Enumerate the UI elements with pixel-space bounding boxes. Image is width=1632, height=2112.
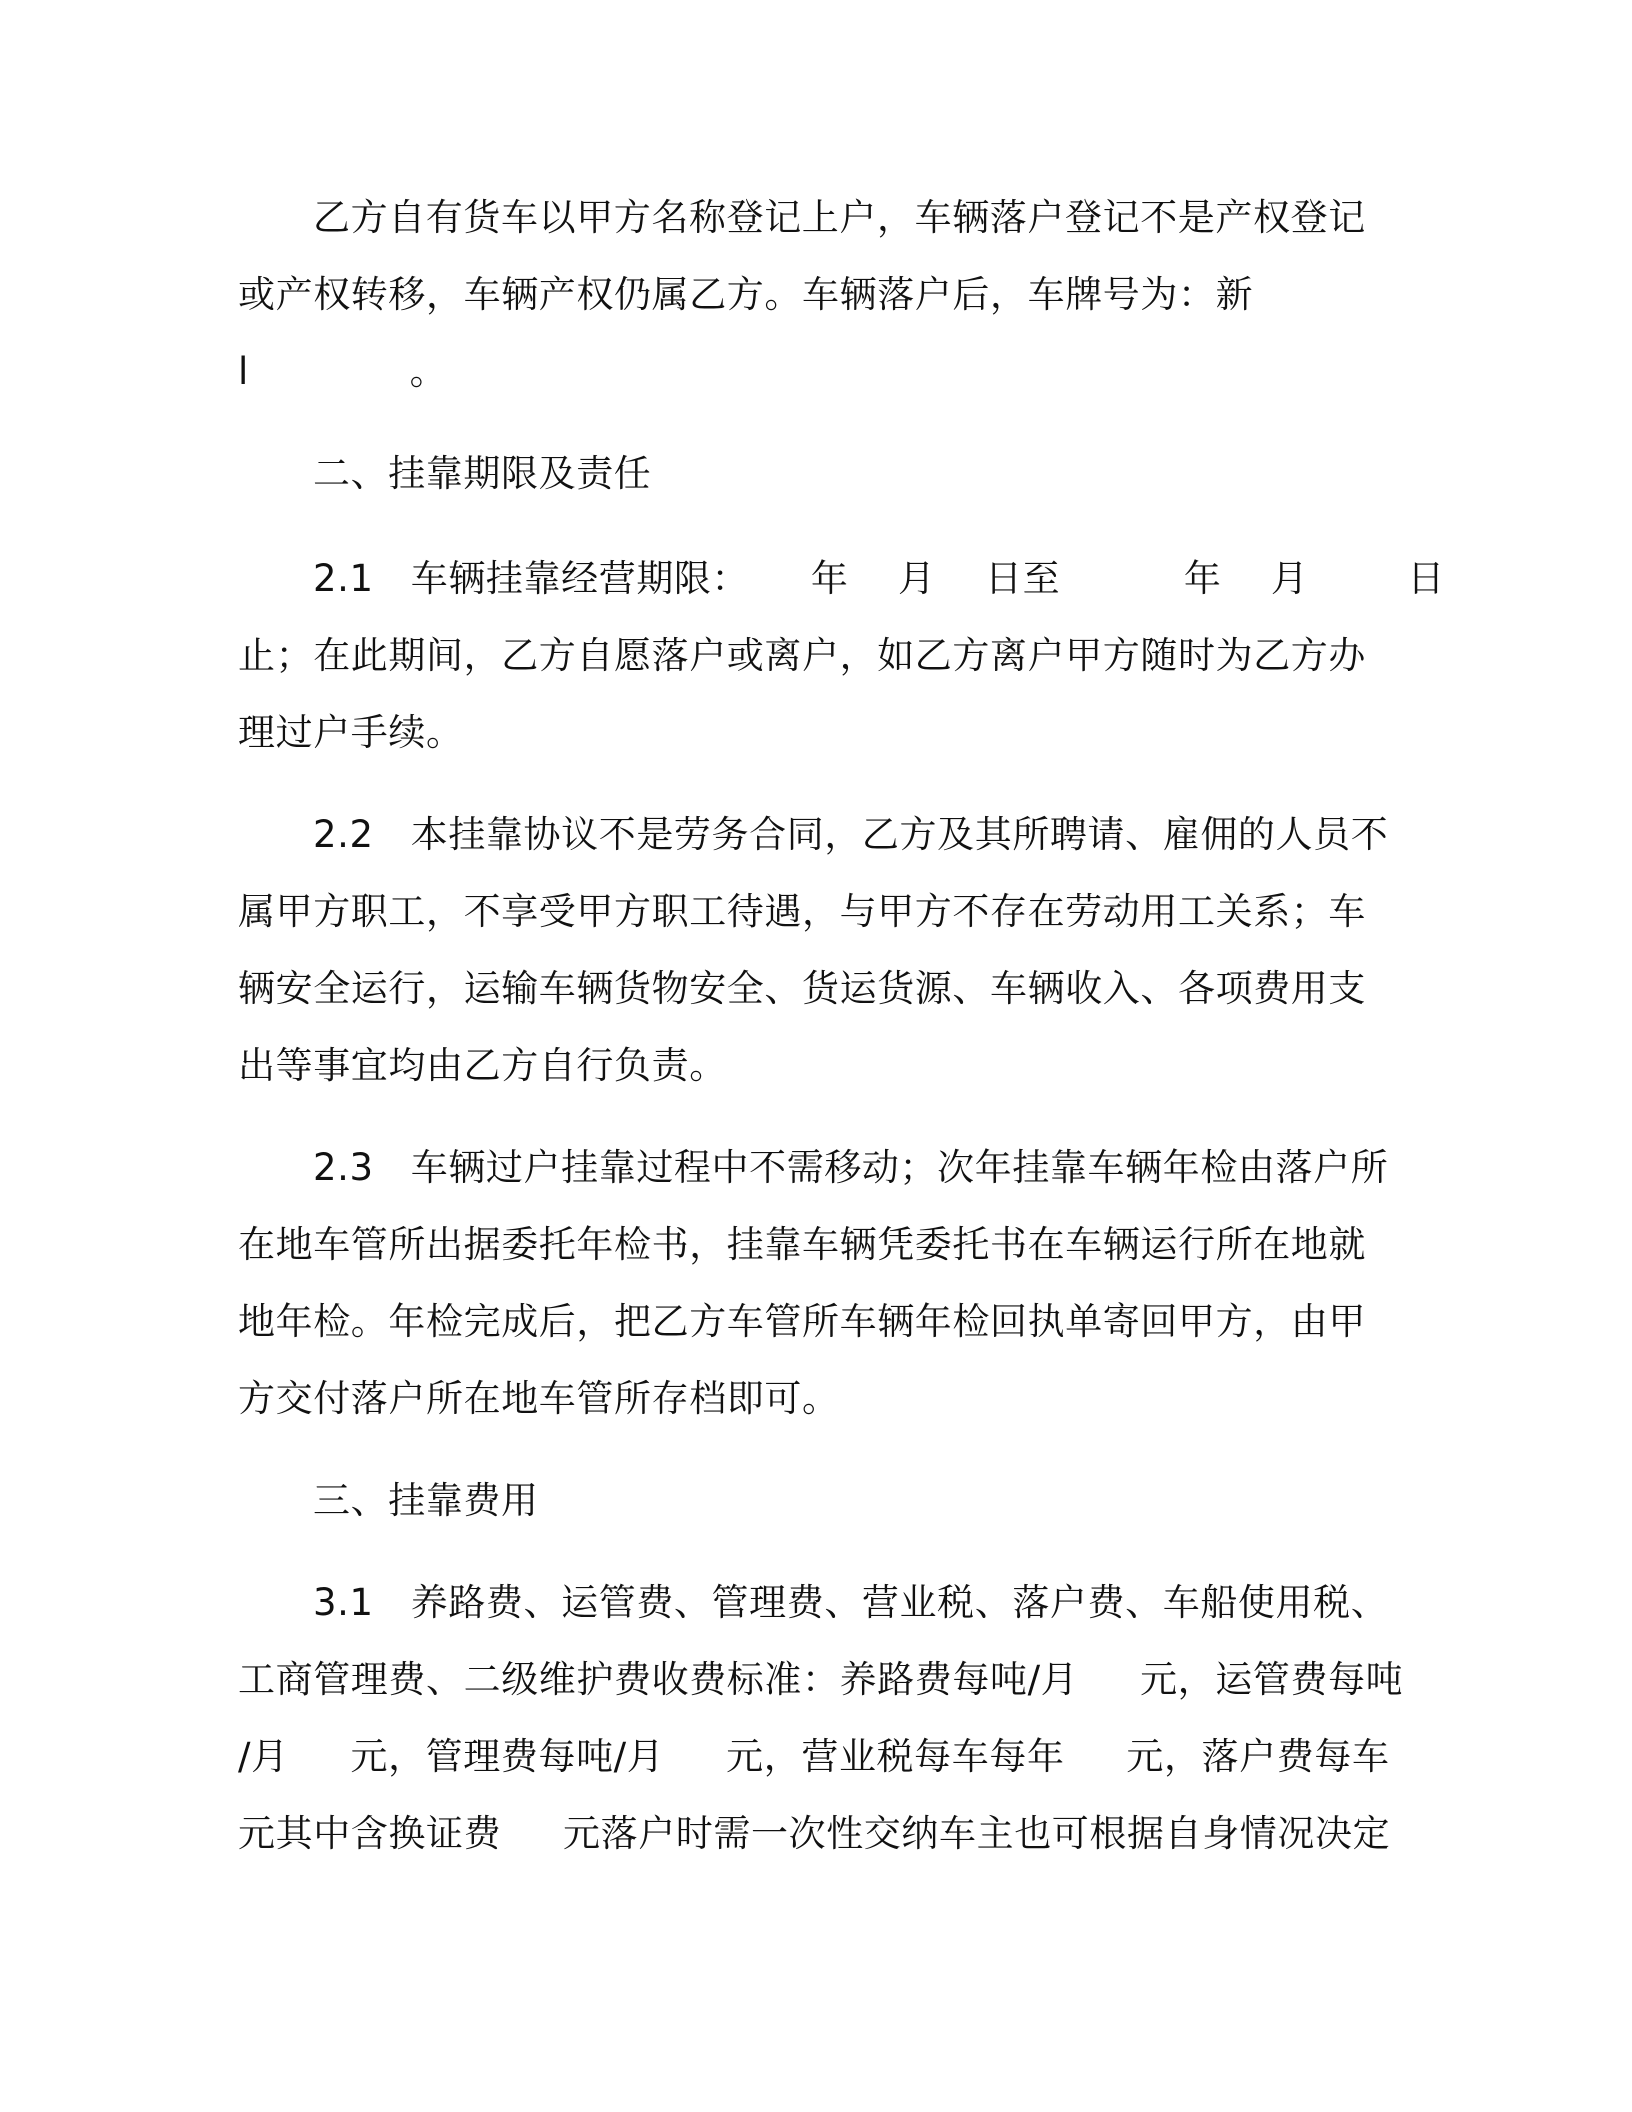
para-intro-line-2: 或产权转移，车辆产权仍属乙方。车辆落户后，车牌号为：新 [238, 273, 1254, 316]
clause-2-2-line-2: 属甲方职工，不享受甲方职工待遇，与甲方不存在劳动用工关系；车 [238, 890, 1366, 933]
clause-2-1-line-1: 2.1 车辆挂靠经营期限： 年 月 日至 年 月 日 [313, 557, 1445, 600]
clause-2-1-line-2: 止；在此期间，乙方自愿落户或离户，如乙方离户甲方随时为乙方办 [238, 634, 1366, 677]
para-intro-line-3: l 。 [238, 350, 448, 393]
section-3-heading: 三、挂靠费用 [313, 1479, 539, 1522]
clause-3-1-line-1: 3.1 养路费、运管费、管理费、营业税、落户费、车船使用税、 [313, 1581, 1389, 1624]
clause-3-1-line-4: 元其中含换证费 元落户时需一次性交纳车主也可根据自身情况决定 [238, 1812, 1391, 1855]
clause-2-3-line-4: 方交付落户所在地车管所存档即可。 [238, 1377, 840, 1420]
section-2-heading: 二、挂靠期限及责任 [313, 452, 652, 495]
clause-2-2-line-3: 辆安全运行，运输车辆货物安全、货运货源、车辆收入、各项费用支 [238, 967, 1366, 1010]
clause-3-1-line-2: 工商管理费、二级维护费收费标准：养路费每吨/月 元，运管费每吨 [238, 1658, 1404, 1701]
clause-2-2-line-4: 出等事宜均由乙方自行负责。 [238, 1044, 727, 1087]
clause-2-3-line-1: 2.3 车辆过户挂靠过程中不需移动；次年挂靠车辆年检由落户所 [313, 1146, 1389, 1189]
clause-3-1-line-3: /月 元，管理费每吨/月 元，营业税每车每年 元，落户费每车 [238, 1735, 1390, 1778]
clause-2-3-line-3: 地年检。年检完成后，把乙方车管所车辆年检回执单寄回甲方，由甲 [238, 1300, 1366, 1343]
clause-2-1-line-3: 理过户手续。 [238, 711, 464, 754]
clause-2-3-line-2: 在地车管所出据委托年检书，挂靠车辆凭委托书在车辆运行所在地就 [238, 1223, 1366, 1266]
para-intro-line-1: 乙方自有货车以甲方名称登记上户，车辆落户登记不是产权登记 [313, 196, 1366, 239]
clause-2-2-line-1: 2.2 本挂靠协议不是劳务合同，乙方及其所聘请、雇佣的人员不 [313, 813, 1389, 856]
